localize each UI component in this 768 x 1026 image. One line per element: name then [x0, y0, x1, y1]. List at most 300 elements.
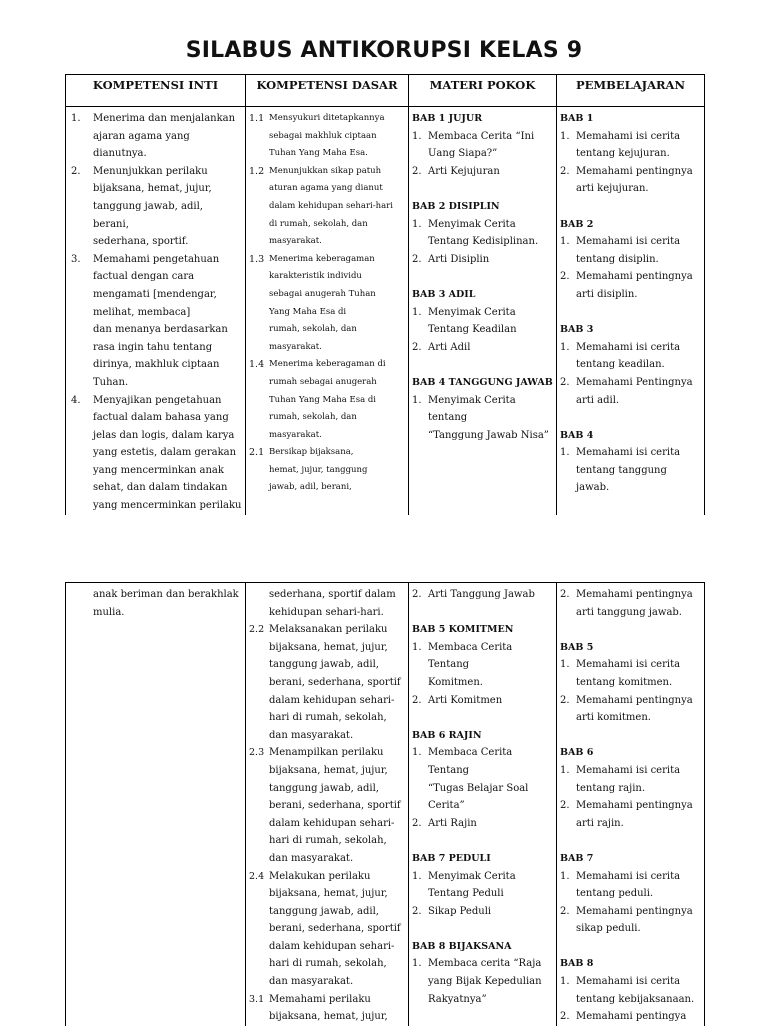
text-line: tentang tanggung jawab.	[576, 464, 667, 494]
item-text	[576, 762, 701, 797]
text-line: yang mencerminkan anak	[93, 464, 224, 476]
item-number: 2.	[560, 165, 570, 177]
spacer	[560, 409, 701, 427]
text-line: dalam kehidupan sehari-hari	[269, 200, 393, 211]
item-number: 1.	[560, 447, 570, 459]
list-item	[560, 797, 701, 832]
item-number: 2.	[560, 376, 570, 388]
text-line: bijaksana, hemat, jujur,	[269, 1011, 388, 1023]
text-line: Membaca Cerita “Ini	[428, 130, 535, 142]
chapter-heading: BAB 5 KOMITMEN	[412, 624, 514, 636]
item-text	[269, 163, 405, 251]
item-number: 3.1	[249, 993, 265, 1005]
list-item	[249, 991, 405, 1026]
item-text	[428, 744, 553, 814]
text-line: Memahami isi cerita	[576, 341, 681, 353]
text-line: Komitmen.	[428, 676, 483, 688]
item-text	[576, 692, 701, 727]
text-line: Memahami isi cerita	[576, 236, 681, 248]
text-line: sikap peduli.	[576, 923, 641, 935]
text-line: tentang peduli.	[576, 888, 654, 900]
item-number: 2.	[560, 905, 570, 917]
text-line: masyarakat.	[269, 341, 322, 352]
list-item	[412, 692, 553, 710]
text-line: dan masyarakat.	[269, 729, 354, 741]
list-item	[69, 110, 242, 163]
item-text	[576, 444, 701, 497]
item-number: 2.	[560, 589, 570, 600]
item-number: 2.	[560, 271, 570, 283]
text-line: arti rajin.	[576, 817, 624, 829]
text-line: Tuhan Yang Maha Esa di	[269, 394, 377, 405]
text-line: yang Bijak Kepedulian	[428, 976, 542, 988]
item-number: 1.	[412, 218, 422, 230]
spacer	[560, 727, 701, 745]
text-line: aturan agama yang dianut	[269, 183, 383, 194]
text-line: mengamati [mendengar,	[93, 288, 217, 300]
text-line: Arti Tanggung Jawab	[428, 589, 535, 600]
text-line: Menyimak Cerita	[428, 870, 516, 882]
spacer	[560, 198, 701, 216]
item-text	[576, 374, 701, 409]
table-row	[66, 107, 705, 515]
text-line: Arti Kejujuran	[428, 165, 500, 177]
item-text	[269, 251, 405, 357]
item-text	[428, 815, 553, 833]
text-line: dalam kehidupan sehari-	[269, 940, 395, 952]
text-line: tanggung jawab, adil,	[269, 782, 379, 794]
text-line: Menunjukkan perilaku	[93, 165, 208, 177]
text-line: bijaksana, hemat, jujur,	[93, 183, 212, 195]
item-number: 1.3	[249, 253, 265, 265]
item-number: 4.	[71, 394, 81, 406]
list-item	[249, 356, 405, 444]
list-item	[412, 392, 553, 445]
item-text	[428, 586, 553, 604]
item-text	[428, 251, 553, 269]
item-text	[269, 991, 405, 1026]
text-line: tentang disiplin.	[576, 253, 659, 265]
pembelajaran-cell	[557, 107, 704, 497]
item-text	[576, 973, 701, 1008]
text-line: dan menanya berdasarkan	[93, 324, 228, 336]
list-item	[560, 444, 701, 497]
text-line: Memahami isi cerita	[576, 976, 681, 988]
text-line: hemat, jujur, tanggung	[269, 464, 368, 475]
list-item	[560, 268, 701, 303]
text-line: tentang kebijaksanaan.	[576, 993, 695, 1005]
text-line: Tuhan Yang Maha Esa.	[269, 148, 368, 159]
list-item	[560, 692, 701, 727]
list-item	[412, 216, 553, 251]
list-item	[249, 163, 405, 251]
list-item	[69, 586, 242, 621]
text-line: Tuhan.	[93, 376, 129, 388]
text-line: hari di rumah, sekolah,	[269, 958, 387, 970]
list-item	[560, 973, 701, 1008]
text-line: Memahami isi cerita	[576, 130, 681, 142]
item-number: 1.	[560, 659, 570, 671]
text-line: tentang rajin.	[576, 782, 646, 794]
text-line: Arti Rajin	[428, 817, 477, 829]
list-item	[560, 656, 701, 691]
text-line: berani, sederhana, sportif	[269, 676, 401, 688]
text-line: Menyimak Cerita	[428, 218, 516, 230]
item-number	[249, 586, 269, 621]
text-line: Memahami pentingnya	[576, 165, 693, 177]
text-line: Rakyatnya”	[428, 993, 487, 1005]
item-number: 1.	[412, 130, 422, 142]
kompetensi-dasar-cell	[246, 107, 408, 497]
chapter-heading: BAB 8	[560, 958, 594, 970]
text-line: tanggung jawab, adil,	[269, 905, 379, 917]
list-item	[412, 304, 553, 339]
list-item	[412, 163, 553, 181]
text-line: “Tugas Belajar Soal	[428, 782, 529, 794]
text-line: Menerima keberagaman di	[269, 359, 386, 370]
header-kompetensi-inti: KOMPETENSI INTI	[66, 75, 246, 107]
item-number: 1.	[560, 764, 570, 776]
text-line: Uang Siapa?”	[428, 148, 498, 160]
item-text	[269, 744, 405, 867]
item-text	[93, 586, 242, 621]
item-text	[576, 586, 701, 621]
chapter-heading: BAB 5	[560, 641, 594, 653]
syllabus-table-page-2	[65, 582, 705, 1026]
item-number: 2.	[412, 341, 422, 353]
text-line: Menerima keberagaman	[269, 253, 375, 264]
list-item	[560, 1008, 701, 1026]
list-item	[249, 251, 405, 357]
text-line: sederhana, sportif dalam	[269, 589, 396, 600]
item-text	[428, 163, 553, 181]
spacer	[412, 356, 553, 374]
text-line: sebagai makhluk ciptaan	[269, 130, 377, 141]
list-item	[560, 339, 701, 374]
text-line: arti adil.	[576, 394, 620, 406]
text-line: dalam kehidupan sehari-	[269, 694, 395, 706]
list-item	[249, 621, 405, 744]
text-line: Menyimak Cerita	[428, 306, 516, 318]
text-line: melihat, membaca]	[93, 306, 191, 318]
text-line: Membaca Cerita Tentang	[428, 747, 513, 776]
item-text	[269, 621, 405, 744]
spacer	[412, 920, 553, 938]
spacer	[560, 832, 701, 850]
chapter-heading: BAB 2	[560, 218, 594, 230]
list-item	[560, 762, 701, 797]
item-number: 1.	[560, 870, 570, 882]
text-line: Menampilkan perilaku	[269, 747, 384, 759]
chapter-heading: BAB 6 RAJIN	[412, 729, 482, 741]
text-line: Menyajikan pengetahuan	[93, 394, 222, 406]
text-line: dirinya, makhluk ciptaan	[93, 359, 220, 371]
item-text	[576, 163, 701, 198]
item-text	[269, 356, 405, 444]
item-text	[576, 1008, 701, 1026]
item-text	[269, 444, 405, 497]
list-item	[249, 444, 405, 497]
item-number: 2.	[560, 694, 570, 706]
item-number: 2.	[560, 1011, 570, 1023]
text-line: Tentang Keadilan	[428, 324, 517, 336]
list-item	[412, 744, 553, 814]
item-text	[428, 304, 553, 339]
text-line: arti kejujuran.	[576, 183, 649, 195]
text-line: arti tanggung jawab.	[576, 606, 682, 618]
item-text	[93, 392, 242, 515]
item-text	[269, 586, 405, 621]
list-item	[560, 374, 701, 409]
text-line: factual dalam bahasa yang	[93, 412, 229, 424]
text-line: tanggung jawab, adil, berani,	[93, 200, 203, 230]
item-text	[269, 868, 405, 991]
text-line: factual dengan cara	[93, 271, 195, 283]
item-text	[576, 233, 701, 268]
spacer	[412, 604, 553, 622]
spacer	[560, 621, 701, 639]
item-number: 2.4	[249, 870, 265, 882]
item-text	[576, 656, 701, 691]
text-line: Membaca Cerita Tentang	[428, 641, 513, 671]
list-item	[249, 744, 405, 867]
text-line: bijaksana, hemat, jujur,	[269, 764, 388, 776]
list-item	[412, 903, 553, 921]
item-number: 3.	[71, 253, 81, 265]
item-number: 1.	[412, 641, 422, 653]
chapter-heading: BAB 2 DISIPLIN	[412, 200, 500, 212]
header-pembelajaran: PEMBELAJARAN	[557, 75, 705, 107]
list-item	[560, 586, 701, 621]
text-line: ajaran agama yang dianutnya.	[93, 130, 190, 160]
text-line: Membaca cerita “Raja	[428, 958, 542, 970]
item-number	[69, 586, 93, 621]
item-text	[428, 392, 553, 445]
item-number: 2.	[560, 800, 570, 812]
item-number: 2.	[412, 817, 422, 829]
item-number: 1.4	[249, 359, 265, 371]
item-number: 2.	[71, 165, 81, 177]
text-line: Memahami pentingnya	[576, 589, 693, 600]
text-line: yang estetis, dalam gerakan	[93, 447, 237, 459]
list-item	[412, 586, 553, 604]
item-number: 1.2	[249, 165, 265, 177]
list-item	[249, 868, 405, 991]
item-number: 2.	[412, 253, 422, 265]
text-line: rumah, sekolah, dan	[269, 412, 357, 423]
text-line: Memahami isi cerita	[576, 659, 681, 671]
text-line: bijaksana, hemat, jujur,	[269, 641, 388, 653]
text-line: arti komitmen.	[576, 712, 651, 724]
item-text	[428, 692, 553, 710]
item-number: 1.	[560, 236, 570, 248]
text-line: Memahami isi cerita	[576, 764, 681, 776]
spacer	[412, 180, 553, 198]
item-number: 1.	[560, 341, 570, 353]
text-line: Mensyukuri ditetapkannya	[269, 113, 385, 123]
item-text	[576, 339, 701, 374]
chapter-heading: BAB 1	[560, 113, 594, 124]
chapter-heading: BAB 4	[560, 429, 594, 441]
list-item	[560, 233, 701, 268]
text-line: Sikap Peduli	[428, 905, 492, 917]
item-text	[428, 868, 553, 903]
text-line: Menerima dan menjalankan	[93, 113, 236, 124]
kompetensi-inti-cell	[66, 583, 245, 621]
text-line: Memahami perilaku	[269, 993, 371, 1005]
header-materi-pokok: MATERI POKOK	[409, 75, 557, 107]
text-line: mulia.	[93, 606, 125, 618]
text-line: Memahami isi cerita	[576, 870, 681, 882]
text-line: Tentang Peduli	[428, 888, 504, 900]
item-number: 2.1	[249, 447, 265, 459]
materi-pokok-cell	[409, 107, 556, 444]
item-number: 1.	[560, 976, 570, 988]
text-line: berani, sederhana, sportif	[269, 923, 401, 935]
item-number: 2.	[412, 694, 422, 706]
item-number: 2.3	[249, 747, 265, 759]
text-line: “Tanggung Jawab Nisa”	[428, 429, 549, 441]
spacer	[412, 709, 553, 727]
item-text	[269, 110, 405, 163]
table-header-row	[66, 75, 705, 107]
item-number: 2.	[412, 905, 422, 917]
text-line: sehat, dan dalam tindakan	[93, 482, 228, 494]
list-item	[560, 128, 701, 163]
text-line: jelas dan logis, dalam karya	[93, 429, 235, 441]
list-item	[412, 868, 553, 903]
chapter-heading: BAB 6	[560, 747, 594, 759]
text-line: Arti Disiplin	[428, 253, 490, 265]
text-line: Memahami pengetahuan	[93, 253, 220, 265]
list-item	[412, 815, 553, 833]
text-line: dan masyarakat.	[269, 976, 354, 988]
spacer	[412, 268, 553, 286]
text-line: Yang Maha Esa di	[269, 306, 347, 317]
list-item	[69, 251, 242, 392]
list-item	[412, 639, 553, 692]
text-line: berani, sederhana, sportif	[269, 800, 401, 812]
text-line: Bersikap bijaksana,	[269, 447, 354, 458]
text-line: Memahami pentingya	[576, 1011, 687, 1023]
chapter-heading: BAB 4 TANGGUNG JAWAB	[412, 376, 553, 388]
list-item	[560, 868, 701, 903]
item-number: 1.	[412, 870, 422, 882]
text-line: Memahami pentingnya	[576, 271, 693, 283]
text-line: karakteristik individu	[269, 271, 362, 282]
text-line: Menyimak Cerita tentang	[428, 394, 516, 424]
materi-pokok-cell	[409, 583, 556, 1008]
text-line: Memahami isi cerita	[576, 447, 681, 459]
item-number: 2.	[412, 589, 422, 600]
text-line: tentang kejujuran.	[576, 148, 670, 160]
item-text	[93, 251, 242, 392]
item-number: 1.	[412, 747, 422, 759]
text-line: rumah sebagai anugerah	[269, 376, 377, 387]
text-line: hari di rumah, sekolah,	[269, 835, 387, 847]
list-item	[412, 955, 553, 1008]
item-number: 1.	[560, 130, 570, 142]
chapter-heading: BAB 1 JUJUR	[412, 113, 483, 124]
text-line: kehidupan sehari-hari.	[269, 606, 384, 618]
item-number: 1.	[412, 958, 422, 970]
item-text	[576, 903, 701, 938]
text-line: Melaksanakan perilaku	[269, 624, 388, 636]
text-line: arti disiplin.	[576, 288, 638, 300]
header-kompetensi-dasar: KOMPETENSI DASAR	[246, 75, 409, 107]
text-line: rasa ingin tahu tentang	[93, 341, 213, 353]
item-text	[93, 110, 242, 163]
item-text	[428, 128, 553, 163]
text-line: hari di rumah, sekolah,	[269, 712, 387, 724]
text-line: Arti Adil	[428, 341, 471, 353]
text-line: dan masyarakat.	[269, 852, 354, 864]
chapter-heading: BAB 8 BIJAKSANA	[412, 940, 512, 952]
text-line: tentang keadilan.	[576, 359, 665, 371]
item-text	[93, 163, 242, 251]
item-number: 2.	[412, 165, 422, 177]
text-line: di rumah, sekolah, dan	[269, 218, 368, 229]
text-line: anak beriman dan berakhlak	[93, 589, 239, 600]
list-item	[69, 163, 242, 251]
item-number: 1.	[71, 113, 81, 124]
list-item	[249, 110, 405, 163]
document-title: SILABUS ANTIKORUPSI KELAS 9	[185, 38, 583, 63]
item-text	[576, 128, 701, 163]
item-text	[428, 639, 553, 692]
text-line: masyarakat.	[269, 429, 322, 440]
text-line: Melakukan perilaku	[269, 870, 371, 882]
text-line: jawab, adil, berani,	[269, 482, 352, 493]
list-item	[412, 339, 553, 357]
text-line: yang mencerminkan perilaku	[93, 500, 242, 512]
text-line: tanggung jawab, adil,	[269, 659, 379, 671]
item-text	[428, 955, 553, 1008]
item-text	[576, 868, 701, 903]
spacer	[560, 304, 701, 322]
text-line: Cerita”	[428, 800, 465, 812]
text-line: Memahami pentingnya	[576, 694, 693, 706]
text-line: tentang komitmen.	[576, 676, 673, 688]
text-line: masyarakat.	[269, 236, 322, 247]
chapter-heading: BAB 3 ADIL	[412, 288, 476, 300]
table-row	[66, 583, 705, 1026]
text-line: dalam kehidupan sehari-	[269, 817, 395, 829]
chapter-heading: BAB 7	[560, 852, 594, 864]
item-number: 1.1	[249, 113, 265, 124]
text-line: sederhana, sportif.	[93, 236, 189, 248]
text-line: Tentang Kedisiplinan.	[428, 236, 539, 248]
item-text	[576, 797, 701, 832]
text-line: Memahami pentingnya	[576, 800, 693, 812]
list-item	[560, 163, 701, 198]
spacer	[412, 832, 553, 850]
text-line: Arti Komitmen	[428, 694, 503, 706]
item-number: 1.	[412, 394, 422, 406]
text-line: Menunjukkan sikap patuh	[269, 165, 382, 176]
item-text	[428, 216, 553, 251]
pembelajaran-cell	[557, 583, 704, 1026]
list-item	[412, 128, 553, 163]
list-item	[69, 392, 242, 515]
text-line: sebagai anugerah Tuhan	[269, 288, 376, 299]
item-number: 2.2	[249, 624, 265, 636]
spacer	[560, 938, 701, 956]
chapter-heading: BAB 3	[560, 324, 594, 336]
item-text	[428, 339, 553, 357]
text-line: rumah, sekolah, dan	[269, 324, 357, 335]
item-text	[576, 268, 701, 303]
